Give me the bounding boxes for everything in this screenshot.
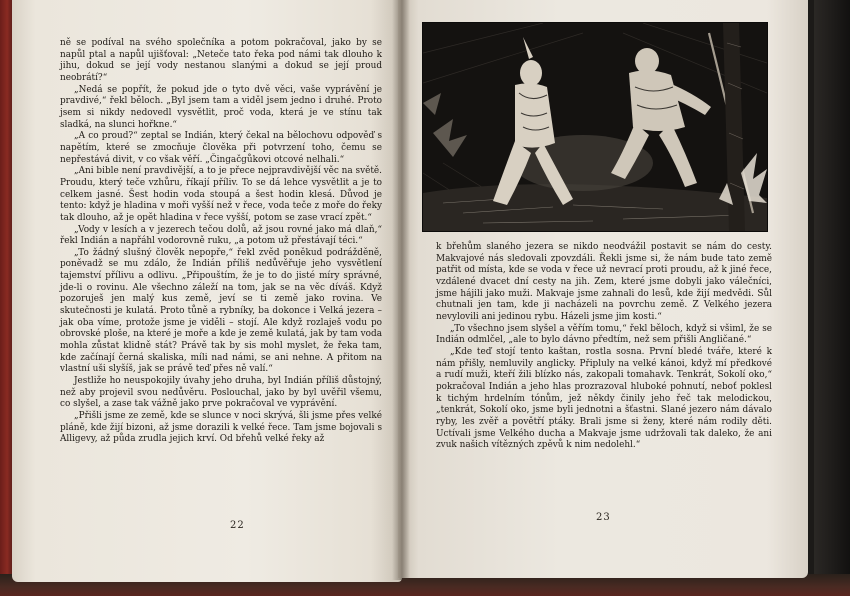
paragraph: „A co proud?“ zeptal se Indián, který čekal na bělochovu odpověď s napětím, které se zmocňuje člověka při potvrzení toho, čemu se nepřestává divit, v co však věří. „Čingačgůkovi otcové nelhali.“ [60, 131, 382, 165]
indians-by-fire-illustration [423, 23, 767, 231]
paragraph: ně se podíval na svého společníka a potom pokračoval, jako by se napůl ptal a napůl ujišťoval: „Neteče tato řeka pod námi tak dlouho k jihu, dokud se její vody nestanou slanými a dokud se její proud neobrátí?“ [60, 38, 382, 83]
right-page-text [436, 242, 772, 452]
paragraph: „Nedá se popřít, že pokud jde o tyto dvě věci, vaše vyprávění je pravdivé,“ řekl běloch. „Byl jsem tam a viděl jsem jedno i druhé. Proto jsem si nikdy nedovedl vysvětlit, proč voda, která je ve stínu tak sladká, na slunci hořkne.“ [60, 84, 382, 130]
paragraph: „Přišli jsme ze země, kde se slunce v noci skrývá, šli jsme přes velké pláně, kde žijí bizoni, až jsme dorazili k velké řece. Tam jsme bojovali s Alligevy, až půda zrudla jejich krví. Od břehů velké řeky až [60, 411, 382, 445]
page-number-right: 23 [596, 512, 611, 523]
left-page [12, 0, 402, 582]
engraving-illustration [422, 22, 768, 232]
right-page [398, 0, 808, 578]
paragraph: „To žádný slušný člověk nepopře,“ řekl zvěd poněkud podrážděně, poněvadž se mu zdálo, že Indián příliš nedůvěřuje jeho vysvětlení tajemství přílivu a odlivu. „Připouštím, že je to do jisté míry správné, jde-li o rovinu. Ale všechno záleží na tom, jak se na věc díváš. Když pozoruješ jen malý kus země, jeví se ti země jako rovina. Ve skutečnosti je kulatá. Proto tůně a rybníky, ba dokonce i Velká jezera – jak oba víme, protože jsme je viděli – stojí. Ale když rozlaješ vodu po obrovské ploše, na které je moře a kde je země kulatá, jak by tam voda mohla zůstat klidně stát? Právě tak by sis mohl myslet, že řeka tam, kde začínají černá skaliska, míli nad námi, se ani nehne. A přitom na vlastní uši slyšíš, jak se právě teď přes ně valí.“ [60, 247, 382, 375]
paragraph: „Vody v lesích a v jezerech tečou dolů, až jsou rovné jako má dlaň,“ řekl Indián a napřáhl vodorovně ruku, „a potom už přestávají téci.“ [60, 224, 382, 247]
paragraph: k břehům slaného jezera se nikdo neodvážil postavit se nám do cesty. Makvajové nás sledovali zpovzdáli. Řekli jsme si, že nám bude tato země patřit od místa, kde se voda v řece už nevrací proti proudu, až k jiné řece, vzdálené dvacet dní cesty na jih. Zem, které jsme dobyli jako válečníci, jsme hájili jako muži. Makvaje jsme zahnali do lesů, kde žijí medvědi. Sůl chutnali jen tam, kde ji nacházeli na povrchu země. Z Velkého jezera nevylovili ani jedinou rybu. Házeli jsme jim kosti.“ [436, 242, 772, 322]
paragraph: Jestliže ho neuspokojily úvahy jeho druha, byl Indián příliš důstojný, než aby projevil svou nedůvěru. Poslouchal, jako by byl uvěřil všemu, co slyšel, a zase tak vážně jako prve pokračoval ve vyprávění. [60, 376, 382, 410]
paragraph: „To všechno jsem slyšel a věřím tomu,“ řekl běloch, když si všiml, že se Indián odmlčel, „ale to bylo dávno předtím, než sem přišli Angličané.“ [436, 323, 772, 346]
paragraph: „Ani bible není pravdivější, a to je přece nejpravdivější věc na světě. Proudu, který teče vzhůru, říkají příliv. To se dá lehce vysvětlit a je to celkem jasné. Šest hodin voda stoupá a šest hodin klesá. Důvod je tento: když je hladina v moři vyšší než v řece, voda teče z moře do řeky tak dlouho, až je opět hladina v řece vyšší, potom se zase vrací zpět.“ [60, 166, 382, 223]
page-number-left: 22 [230, 520, 245, 531]
left-page-text [60, 38, 382, 446]
paragraph: „Kde teď stojí tento kaštan, rostla sosna. První bledé tváře, které k nám přišly, nemluvily anglicky. Připluly na velké kánoi, když mí předkové a rudí muži, kteří žili blízko nás, zakopali tomahavk. Tenkrát, Sokolí oko,“ pokračoval Indián a jeho hlas prozrazoval hluboké pohnutí, neboť poklesl k tichým hrdelním tónům, jež někdy činily jeho řeč tak melodickou, „tenkrát, Sokolí oko, jsme byli jednotni a šťastni. Slané jezero nám dávalo ryby, les zvěř a povětří ptáky. Brali jsme si ženy, které nám rodily děti. Uctívali jsme Velkého ducha a Makvaje jsme udržovali tak daleko, že ani zvuk našich vítězných zpěvů k nim nedolehl.“ [436, 346, 772, 451]
dark-background-right [814, 0, 850, 596]
